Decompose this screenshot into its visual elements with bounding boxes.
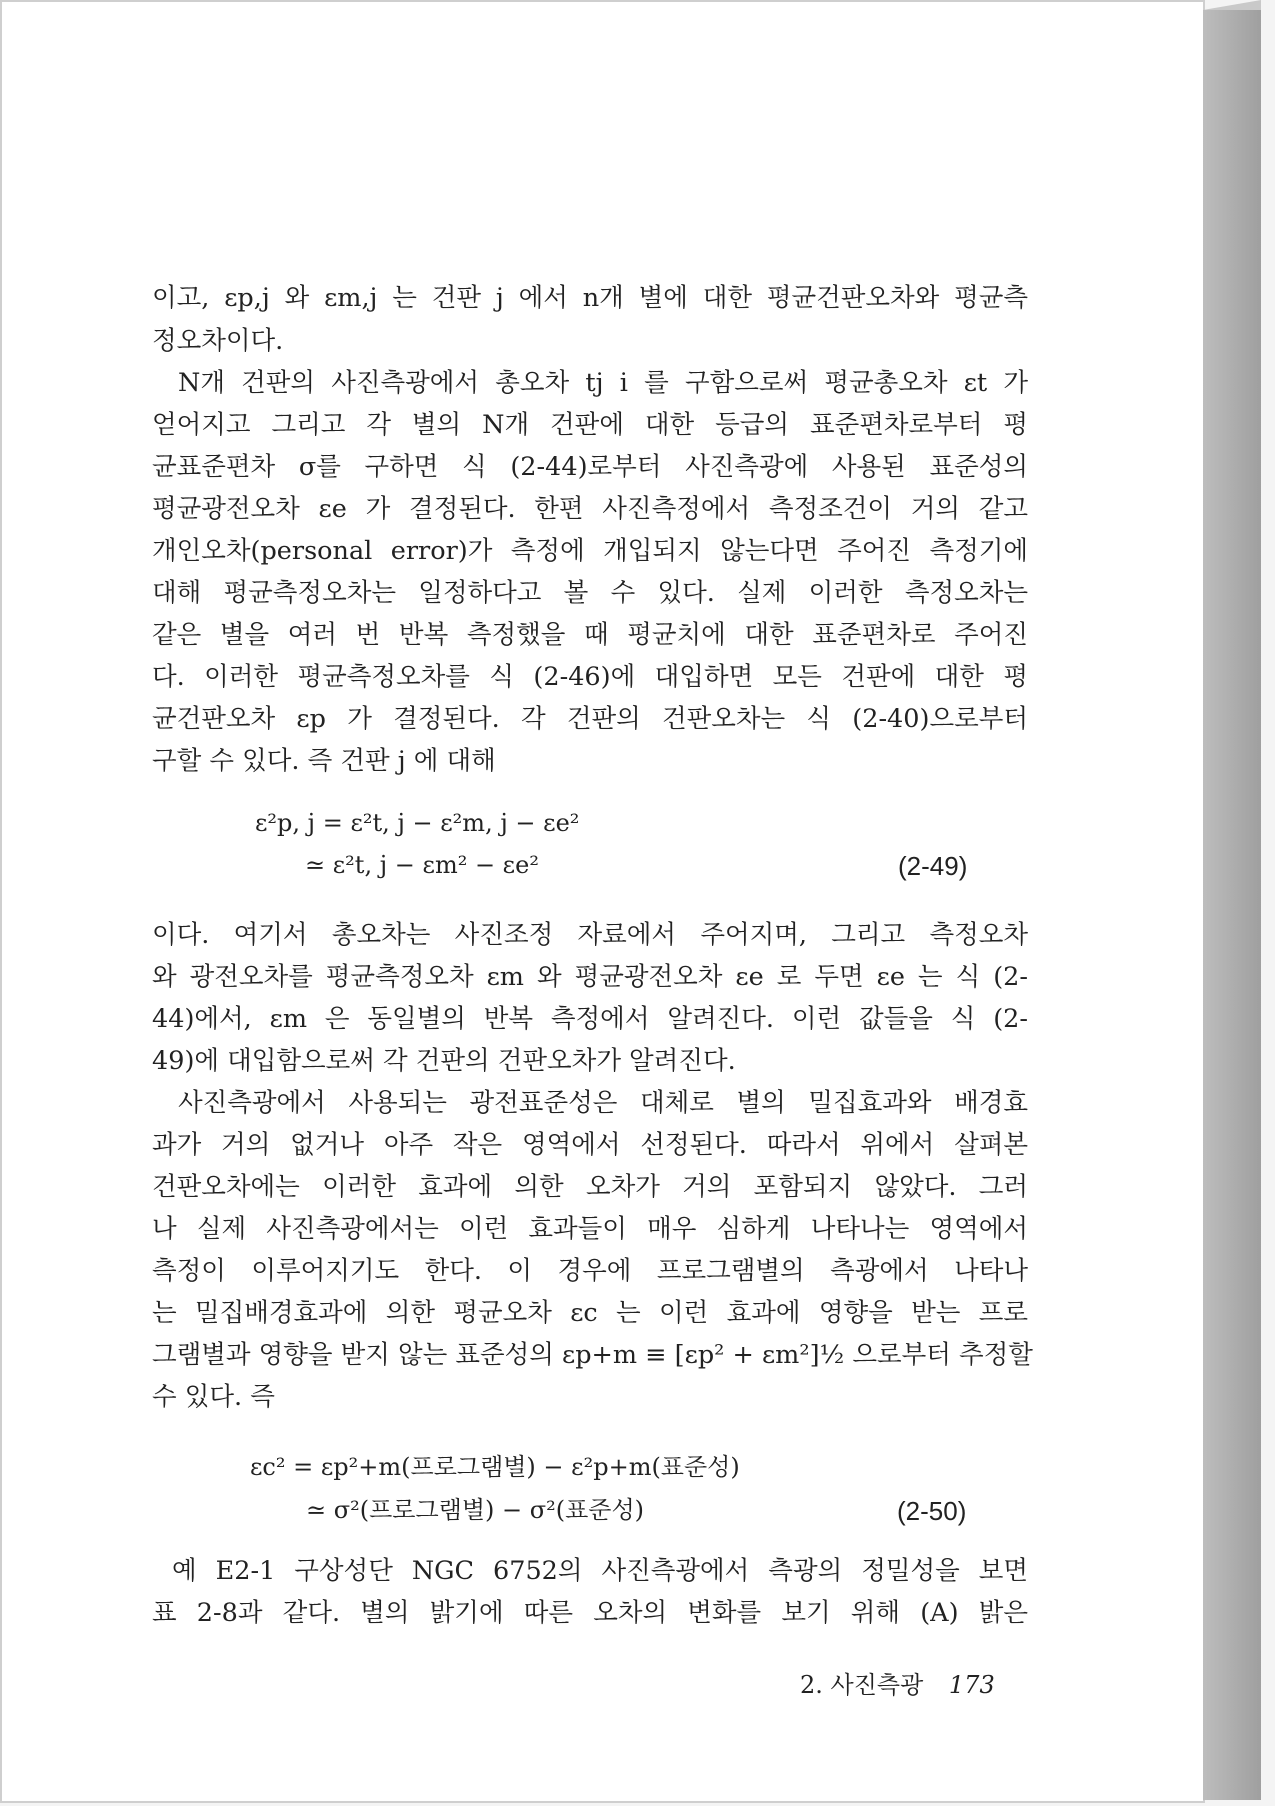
text-line: 구할 수 있다. 즉 건판 j 에 대해 [152,746,496,776]
text-line: 49)에 대입함으로써 각 건판의 건판오차가 알려진다. [152,1046,736,1076]
text-line: 균표준편차 σ를 구하면 식 (2-44)로부터 사진측광에 사용된 표준성의 [152,452,1028,482]
text-line: 얻어지고 그리고 각 별의 N개 건판에 대한 등급의 표준편차로부터 평 [152,410,1028,440]
text-line: 측정이 이루어지기도 한다. 이 경우에 프로그램별의 측광에서 나타나 [152,1256,1028,1286]
text-line: 44)에서, εm 은 동일별의 반복 측정에서 알려진다. 이런 값들을 식 (2- [152,1004,1028,1034]
text-line: 대해 평균측정오차는 일정하다고 볼 수 있다. 실제 이러한 측정오차는 [152,578,1028,608]
equation-2-50-line1: εc² = εp²+m(프로그램별) − ε²p+m(표준성) [250,1453,740,1481]
text-line: 과가 거의 없거나 아주 작은 영역에서 선정된다. 따라서 위에서 살펴본 [152,1130,1028,1160]
text-line: 정오차이다. [152,326,284,356]
equation-number: (2-50) [897,1496,967,1526]
text-line: 균건판오차 εp 가 결정된다. 각 건판의 건판오차는 식 (2-40)으로부터 [152,704,1028,734]
running-footer [800,1665,1013,1700]
text-line: 와 광전오차를 평균측정오차 εm 와 평균광전오차 εe 로 두면 εe 는 식 (2- [152,962,1028,992]
text-line: 이고, εp,j 와 εm,j 는 건판 j 에서 n개 별에 대한 평균건판오차와 평균측 [152,283,1028,313]
text-line: 사진측광에서 사용되는 광전표준성은 대체로 별의 밀집효과와 배경효 [178,1088,1028,1118]
text-line: 다. 이러한 평균측정오차를 식 (2-46)에 대입하면 모든 건판에 대한 평 [152,662,1028,692]
page-number: 173 [948,1671,995,1699]
equation-2-50-line2: ≃ σ²(프로그램별) − σ²(표준성) [306,1496,645,1524]
section-title: 2. 사진측광 [800,1671,924,1699]
text-line: 같은 별을 여러 번 반복 측정했을 때 평균치에 대한 표준편차로 주어진 [152,620,1028,650]
text-line: 개인오차(personal error)가 측정에 개입되지 않는다면 주어진 측정기에 [152,536,1028,566]
text-line: 건판오차에는 이러한 효과에 의한 오차가 거의 포함되지 않았다. 그러 [152,1172,1028,1202]
page-stack-top [1203,0,1261,10]
text-line: 나 실제 사진측광에서는 이런 효과들이 매우 심하게 나타나는 영역에서 [152,1214,1028,1244]
equation-2-49-line1: ε²p, j = ε²t, j − ε²m, j − εe² [255,809,580,837]
text-line: 수 있다. 즉 [152,1382,275,1412]
text-line: 평균광전오차 εe 가 결정된다. 한편 사진측정에서 측정조건이 거의 같고 [152,494,1028,524]
text-line: N개 건판의 사진측광에서 총오차 tj i 를 구함으로써 평균총오차 εt 가 [178,368,1028,398]
page-stack-edge [1203,10,1261,1800]
text-line: 그램별과 영향을 받지 않는 표준성의 εp+m ≡ [εp² + εm²]½ 으로부터 추정할 [152,1340,1033,1370]
text-line: 는 밀집배경효과에 의한 평균오차 εc 는 이런 효과에 영향을 받는 프로 [152,1298,1028,1328]
equation-2-49-line2: ≃ ε²t, j − εm² − εe² [305,851,539,879]
equation-number: (2-49) [898,851,968,881]
example-line: 표 2-8과 같다. 별의 밝기에 따른 오차의 변화를 보기 위해 (A) 밝은 [152,1598,1028,1628]
example-line: 예 E2-1 구상성단 NGC 6752의 사진측광에서 측광의 정밀성을 보면 [172,1556,1028,1586]
text-line: 이다. 여기서 총오차는 사진조정 자료에서 주어지며, 그리고 측정오차 [152,920,1028,950]
